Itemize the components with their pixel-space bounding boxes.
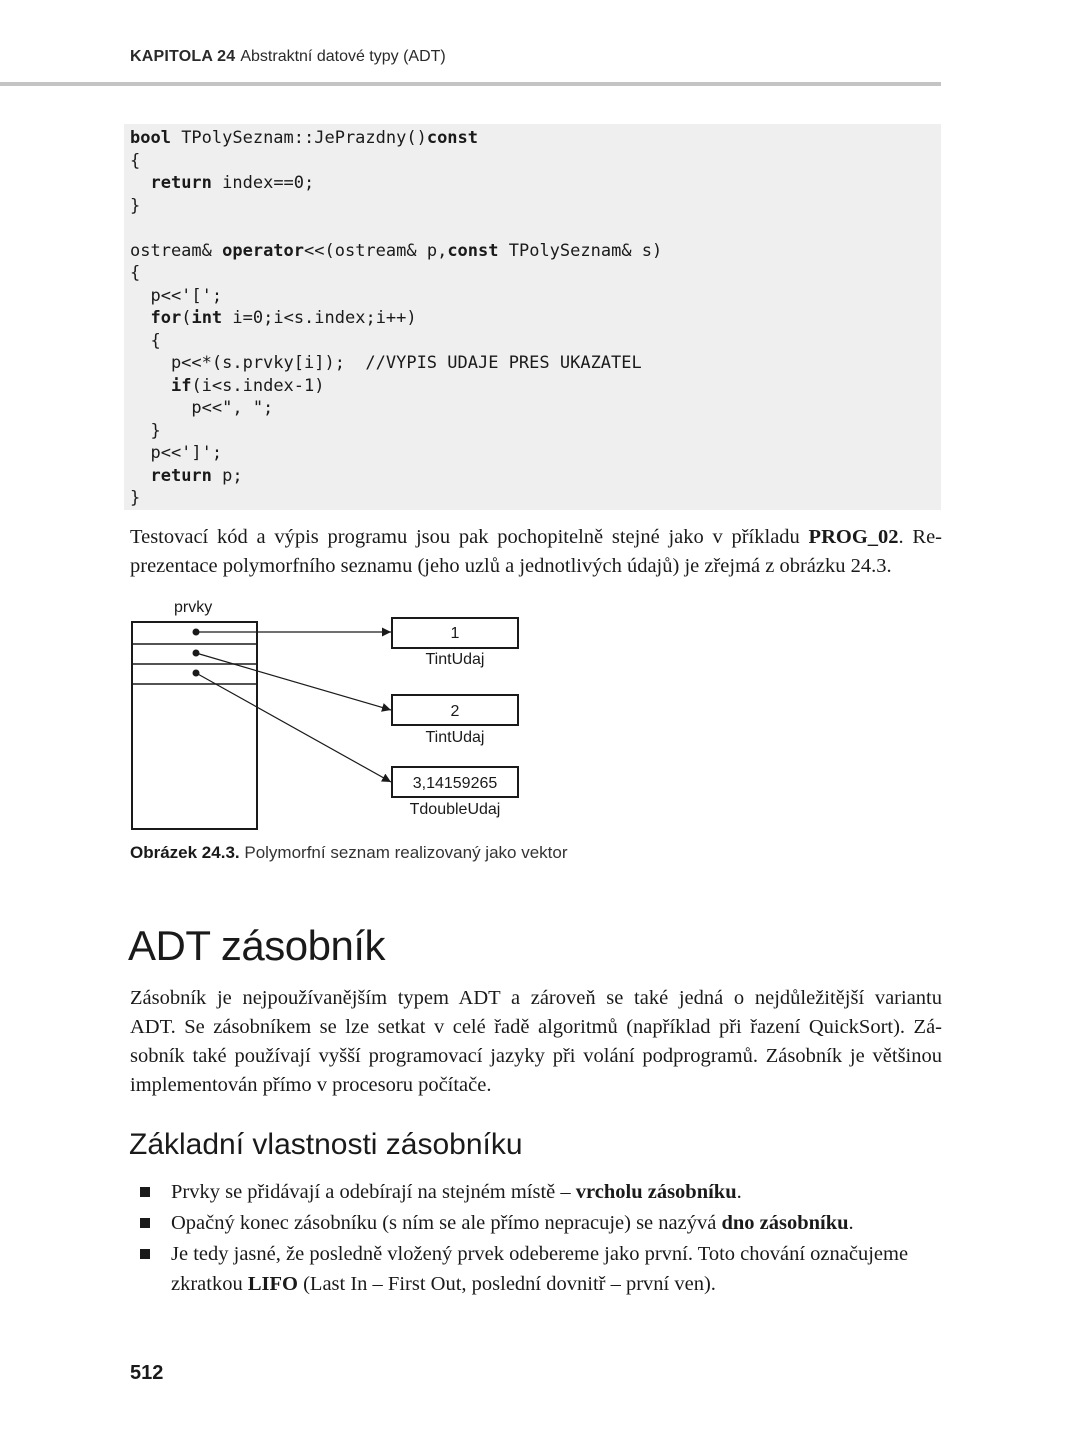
node-type-label: TintUdaj [425,729,485,746]
code-line: p<<*(s.prvky[i]); //VYPIS UDAJE PRES UKAZATEL [130,353,642,373]
properties-list [130,1177,942,1300]
node-value: 3,14159265 [412,775,498,792]
list-item: Prvky se přidávají a odebírají na stejném místě – vrcholu zásobníku. [130,1177,942,1207]
square-bullet-icon [140,1249,150,1259]
page-number: 512 [130,1362,164,1384]
square-bullet-icon [140,1187,150,1197]
chapter-label: KAPITOLA 24 [130,48,236,65]
code-line: ostream& operator<<(ostream& p,const TPolySeznam& s) [130,240,663,261]
paragraph-line: sobník také používají vyšší programovací jazyky při volání podprogramů. Zásobník je většinou [130,1045,942,1067]
array-label: prvky [174,599,213,616]
chapter-title: Abstraktní datové typy (ADT) [240,48,446,65]
code-line: p<<", "; [130,398,274,418]
code-line: { [130,263,141,283]
figure-caption [130,843,568,863]
list-item: Opačný konec zásobníku (s ním se ale přímo nepracuje) se nazývá dno zásobníku. [130,1208,942,1238]
figure-caption-text: Polymorfní seznam realizovaný jako vektor [244,843,568,862]
code-listing [124,124,941,510]
code-line: p<<'['; [130,285,223,306]
subsection-heading: Základní vlastnosti zásobníku [129,1128,523,1161]
paragraph-line: ADT. Se zásobníkem se lze setkat v celé řadě algoritmů (například při řazení QuickSort). Zá- [130,1016,942,1038]
square-bullet-icon [140,1218,150,1228]
code-line: if(i<s.index-1) [170,375,325,396]
code-line: } [130,488,141,508]
section-heading: ADT zásobník [128,922,386,969]
code-line: return p; [150,465,243,486]
code-line: } [130,420,161,441]
node-type-label: TdoubleUdaj [409,801,501,818]
pointer-arrow [196,653,391,710]
running-head [130,48,446,66]
header-rule [0,82,941,86]
code-line: } [130,195,141,216]
code-line: bool TPolySeznam::JePrazdny()const [130,128,479,148]
figure-caption-label: Obrázek 24.3. [130,843,240,862]
node-value: 1 [450,625,460,642]
code-line: return index==0; [150,173,315,193]
prog-02-reference: PROG_02 [808,526,899,548]
code-line: p<<']'; [130,443,223,463]
paragraph-stack-intro [130,984,942,1100]
pointer-arrow [196,673,391,782]
list-item: Je tedy jasné, že posledně vložený prvek odebereme jako první. Toto chování označujeme zkratkou LIFO (Last In – First Out, poslední dovnitř – první ven). [130,1239,942,1299]
node-value: 2 [450,703,460,720]
node-type-label: TintUdaj [425,651,485,668]
paragraph-line: Testovací kód a výpis programu jsou pak pochopitelně stejné jako v příkladu PROG_02. Re- [130,526,942,548]
code-line: { [130,150,141,171]
paragraph-line: Zásobník je nejpoužívanějším typem ADT a zároveň se také jedná o nejdůležitější variantu [130,987,942,1009]
paragraph-line: implementován přímo v procesoru počítače. [130,1074,492,1096]
paragraph-line: prezentace polymorfního seznamu (jeho uzlů a jednotlivých údajů) je zřejmá z obrázku 24.3. [130,555,892,577]
paragraph-test-code [130,523,942,581]
polymorphic-list-diagram [120,592,540,832]
code-line: { [130,330,161,351]
code-line: for(int i=0;i<s.index;i++) [150,308,417,328]
